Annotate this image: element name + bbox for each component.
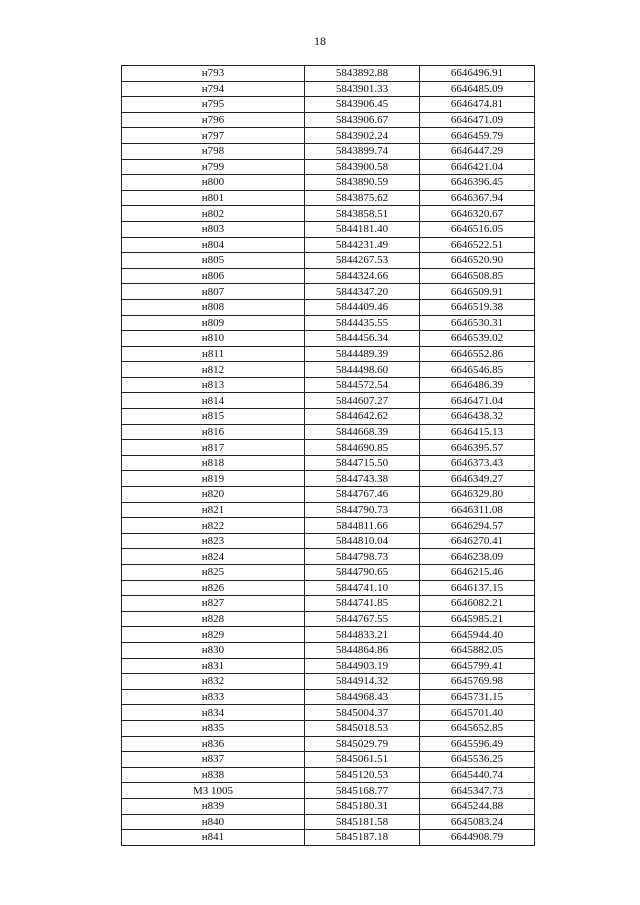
x-coordinate-cell: 5843900.58 <box>305 159 420 175</box>
y-coordinate-cell: 6646349.27 <box>420 471 535 487</box>
point-name-cell: н838 <box>122 767 305 783</box>
table-row <box>122 502 535 518</box>
table-row <box>122 720 535 736</box>
y-coordinate-cell: 6645347.73 <box>420 783 535 799</box>
table-row <box>122 315 535 331</box>
y-coordinate-cell: 6646509.91 <box>420 284 535 300</box>
x-coordinate-cell: 5844833.21 <box>305 627 420 643</box>
table-row <box>122 752 535 768</box>
point-name-cell: н840 <box>122 814 305 830</box>
y-coordinate-cell: 6645882.05 <box>420 642 535 658</box>
point-name-cell: н836 <box>122 736 305 752</box>
point-name-cell: н807 <box>122 284 305 300</box>
x-coordinate-cell: 5844810.04 <box>305 533 420 549</box>
x-coordinate-cell: 5844498.60 <box>305 362 420 378</box>
table-row <box>122 237 535 253</box>
table-row <box>122 565 535 581</box>
x-coordinate-cell: 5845120.53 <box>305 767 420 783</box>
y-coordinate-cell: 6645985.21 <box>420 611 535 627</box>
x-coordinate-cell: 5844181.40 <box>305 221 420 237</box>
point-name-cell: н830 <box>122 642 305 658</box>
point-name-cell: н808 <box>122 299 305 315</box>
x-coordinate-cell: 5845061.51 <box>305 752 420 768</box>
point-name-cell: н811 <box>122 346 305 362</box>
y-coordinate-cell: 6646311.08 <box>420 502 535 518</box>
table-row <box>122 627 535 643</box>
x-coordinate-cell: 5844456.34 <box>305 331 420 347</box>
x-coordinate-cell: 5844741.10 <box>305 580 420 596</box>
x-coordinate-cell: 5843858.51 <box>305 206 420 222</box>
table-row <box>122 783 535 799</box>
x-coordinate-cell: 5845181.58 <box>305 814 420 830</box>
point-name-cell: н822 <box>122 518 305 534</box>
point-name-cell: н837 <box>122 752 305 768</box>
x-coordinate-cell: 5844743.38 <box>305 471 420 487</box>
table-row <box>122 658 535 674</box>
x-coordinate-cell: 5844267.53 <box>305 253 420 269</box>
x-coordinate-cell: 5844968.43 <box>305 689 420 705</box>
x-coordinate-cell: 5844741.85 <box>305 596 420 612</box>
y-coordinate-cell: 6646270.41 <box>420 533 535 549</box>
table-row <box>122 284 535 300</box>
x-coordinate-cell: 5843906.45 <box>305 97 420 113</box>
y-coordinate-cell: 6646530.31 <box>420 315 535 331</box>
table-row <box>122 128 535 144</box>
x-coordinate-cell: 5844607.27 <box>305 393 420 409</box>
y-coordinate-cell: 6646395.57 <box>420 440 535 456</box>
point-name-cell: н802 <box>122 206 305 222</box>
y-coordinate-cell: 6646520.90 <box>420 253 535 269</box>
point-name-cell: н833 <box>122 689 305 705</box>
y-coordinate-cell: 6646329.80 <box>420 487 535 503</box>
table-row <box>122 221 535 237</box>
y-coordinate-cell: 6646516.05 <box>420 221 535 237</box>
point-name-cell: н816 <box>122 424 305 440</box>
x-coordinate-cell: 5845168.77 <box>305 783 420 799</box>
x-coordinate-cell: 5844914.32 <box>305 674 420 690</box>
x-coordinate-cell: 5844409.46 <box>305 299 420 315</box>
table-row <box>122 814 535 830</box>
table-row <box>122 143 535 159</box>
y-coordinate-cell: 6646519.38 <box>420 299 535 315</box>
x-coordinate-cell: 5844864.86 <box>305 642 420 658</box>
x-coordinate-cell: 5844324.66 <box>305 268 420 284</box>
x-coordinate-cell: 5844903.19 <box>305 658 420 674</box>
x-coordinate-cell: 5844715.50 <box>305 455 420 471</box>
x-coordinate-cell: 5843902.24 <box>305 128 420 144</box>
point-name-cell: н803 <box>122 221 305 237</box>
table-row <box>122 206 535 222</box>
point-name-cell: н814 <box>122 393 305 409</box>
table-row <box>122 268 535 284</box>
table-row <box>122 362 535 378</box>
point-name-cell: н805 <box>122 253 305 269</box>
point-name-cell: н800 <box>122 175 305 191</box>
point-name-cell: н809 <box>122 315 305 331</box>
y-coordinate-cell: 6645536.25 <box>420 752 535 768</box>
table-row <box>122 596 535 612</box>
y-coordinate-cell: 6645769.98 <box>420 674 535 690</box>
y-coordinate-cell: 6646215.46 <box>420 565 535 581</box>
point-name-cell: н823 <box>122 533 305 549</box>
coordinates-table-body <box>122 66 535 846</box>
x-coordinate-cell: 5845004.37 <box>305 705 420 721</box>
x-coordinate-cell: 5844798.73 <box>305 549 420 565</box>
table-row <box>122 471 535 487</box>
point-name-cell: н826 <box>122 580 305 596</box>
table-row <box>122 455 535 471</box>
x-coordinate-cell: 5844767.46 <box>305 487 420 503</box>
point-name-cell: н828 <box>122 611 305 627</box>
y-coordinate-cell: 6645944.40 <box>420 627 535 643</box>
y-coordinate-cell: 6646137.15 <box>420 580 535 596</box>
table-row <box>122 580 535 596</box>
y-coordinate-cell: 6646474.81 <box>420 97 535 113</box>
point-name-cell: н801 <box>122 190 305 206</box>
point-name-cell: н812 <box>122 362 305 378</box>
x-coordinate-cell: 5845187.18 <box>305 830 420 846</box>
y-coordinate-cell: 6646320.67 <box>420 206 535 222</box>
table-row <box>122 611 535 627</box>
point-name-cell: н835 <box>122 720 305 736</box>
point-name-cell: н815 <box>122 409 305 425</box>
x-coordinate-cell: 5844347.20 <box>305 284 420 300</box>
x-coordinate-cell: 5844642.62 <box>305 409 420 425</box>
point-name-cell: н794 <box>122 81 305 97</box>
x-coordinate-cell: 5844767.55 <box>305 611 420 627</box>
x-coordinate-cell: 5843901.33 <box>305 81 420 97</box>
table-row <box>122 533 535 549</box>
table-row <box>122 190 535 206</box>
y-coordinate-cell: 6646471.04 <box>420 393 535 409</box>
point-name-cell: н795 <box>122 97 305 113</box>
page-number: 18 <box>314 34 326 48</box>
x-coordinate-cell: 5844690.85 <box>305 440 420 456</box>
table-row <box>122 798 535 814</box>
table-row <box>122 253 535 269</box>
x-coordinate-cell: 5843899.74 <box>305 143 420 159</box>
table-row <box>122 689 535 705</box>
y-coordinate-cell: 6646421.04 <box>420 159 535 175</box>
point-name-cell: н839 <box>122 798 305 814</box>
y-coordinate-cell: 6646496.91 <box>420 66 535 82</box>
table-row <box>122 299 535 315</box>
y-coordinate-cell: 6646508.85 <box>420 268 535 284</box>
point-name-cell: н810 <box>122 331 305 347</box>
table-row <box>122 159 535 175</box>
table-row <box>122 81 535 97</box>
point-name-cell: н799 <box>122 159 305 175</box>
y-coordinate-cell: 6646373.43 <box>420 455 535 471</box>
point-name-cell: н829 <box>122 627 305 643</box>
point-name-cell: н820 <box>122 487 305 503</box>
point-name-cell: н841 <box>122 830 305 846</box>
table-row <box>122 112 535 128</box>
point-name-cell: н817 <box>122 440 305 456</box>
point-name-cell: н797 <box>122 128 305 144</box>
table-row <box>122 487 535 503</box>
x-coordinate-cell: 5843875.62 <box>305 190 420 206</box>
point-name-cell: н827 <box>122 596 305 612</box>
y-coordinate-cell: 6646459.79 <box>420 128 535 144</box>
point-name-cell: н798 <box>122 143 305 159</box>
point-name-cell: н831 <box>122 658 305 674</box>
x-coordinate-cell: 5843890.59 <box>305 175 420 191</box>
y-coordinate-cell: 6645596.49 <box>420 736 535 752</box>
table-row <box>122 377 535 393</box>
table-row <box>122 346 535 362</box>
y-coordinate-cell: 6645701.40 <box>420 705 535 721</box>
y-coordinate-cell: 6646396.45 <box>420 175 535 191</box>
point-name-cell: МЗ 1005 <box>122 783 305 799</box>
point-name-cell: н821 <box>122 502 305 518</box>
x-coordinate-cell: 5843906.67 <box>305 112 420 128</box>
point-name-cell: н834 <box>122 705 305 721</box>
y-coordinate-cell: 6646485.09 <box>420 81 535 97</box>
point-name-cell: н819 <box>122 471 305 487</box>
y-coordinate-cell: 6646415.13 <box>420 424 535 440</box>
y-coordinate-cell: 6646238.09 <box>420 549 535 565</box>
table-row <box>122 440 535 456</box>
x-coordinate-cell: 5844790.65 <box>305 565 420 581</box>
x-coordinate-cell: 5845018.53 <box>305 720 420 736</box>
point-name-cell: н824 <box>122 549 305 565</box>
point-name-cell: н818 <box>122 455 305 471</box>
y-coordinate-cell: 6645083.24 <box>420 814 535 830</box>
table-row <box>122 97 535 113</box>
y-coordinate-cell: 6646367.94 <box>420 190 535 206</box>
x-coordinate-cell: 5843892.88 <box>305 66 420 82</box>
table-row <box>122 424 535 440</box>
y-coordinate-cell: 6645440.74 <box>420 767 535 783</box>
y-coordinate-cell: 6646447.29 <box>420 143 535 159</box>
point-name-cell: н825 <box>122 565 305 581</box>
point-name-cell: н832 <box>122 674 305 690</box>
table-row <box>122 830 535 846</box>
point-name-cell: н804 <box>122 237 305 253</box>
point-name-cell: н796 <box>122 112 305 128</box>
x-coordinate-cell: 5845180.31 <box>305 798 420 814</box>
x-coordinate-cell: 5844572.54 <box>305 377 420 393</box>
table-row <box>122 409 535 425</box>
y-coordinate-cell: 6646522.51 <box>420 237 535 253</box>
x-coordinate-cell: 5844811.66 <box>305 518 420 534</box>
y-coordinate-cell: 6646471.09 <box>420 112 535 128</box>
table-row <box>122 393 535 409</box>
table-row <box>122 736 535 752</box>
x-coordinate-cell: 5845029.79 <box>305 736 420 752</box>
y-coordinate-cell: 6646294.57 <box>420 518 535 534</box>
table-row <box>122 66 535 82</box>
x-coordinate-cell: 5844790.73 <box>305 502 420 518</box>
x-coordinate-cell: 5844435.55 <box>305 315 420 331</box>
y-coordinate-cell: 6645731.15 <box>420 689 535 705</box>
table-row <box>122 767 535 783</box>
table-row <box>122 674 535 690</box>
x-coordinate-cell: 5844231.49 <box>305 237 420 253</box>
y-coordinate-cell: 6646546.85 <box>420 362 535 378</box>
table-row <box>122 331 535 347</box>
y-coordinate-cell: 6645799.41 <box>420 658 535 674</box>
y-coordinate-cell: 6644908.79 <box>420 830 535 846</box>
y-coordinate-cell: 6645652.85 <box>420 720 535 736</box>
x-coordinate-cell: 5844668.39 <box>305 424 420 440</box>
table-row <box>122 705 535 721</box>
point-name-cell: н813 <box>122 377 305 393</box>
table-row <box>122 549 535 565</box>
table-row <box>122 642 535 658</box>
table-row <box>122 518 535 534</box>
y-coordinate-cell: 6646552.86 <box>420 346 535 362</box>
coordinates-table <box>121 65 535 846</box>
y-coordinate-cell: 6646082.21 <box>420 596 535 612</box>
y-coordinate-cell: 6646539.02 <box>420 331 535 347</box>
y-coordinate-cell: 6645244.88 <box>420 798 535 814</box>
point-name-cell: н793 <box>122 66 305 82</box>
x-coordinate-cell: 5844489.39 <box>305 346 420 362</box>
y-coordinate-cell: 6646486.39 <box>420 377 535 393</box>
point-name-cell: н806 <box>122 268 305 284</box>
table-row <box>122 175 535 191</box>
y-coordinate-cell: 6646438.32 <box>420 409 535 425</box>
